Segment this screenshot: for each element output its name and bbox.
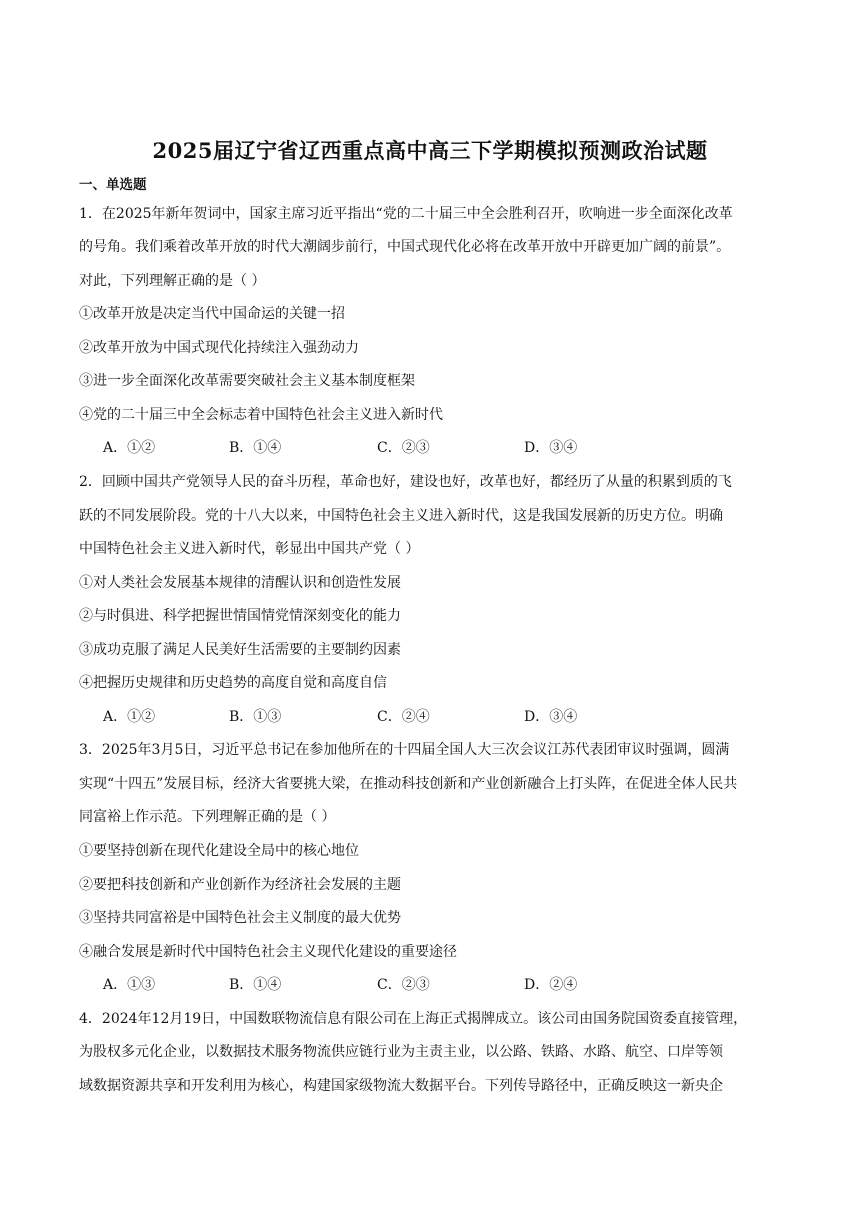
question-1-option-b: B．①④	[229, 440, 282, 456]
question-2-item-1: ①对人类社会发展基本规律的清醒认识和创造性发展	[79, 575, 401, 591]
section-heading: 一、单选题	[79, 177, 147, 193]
question-4-stem-line-3: 域数据资源共享和开发利用为核心，构建国家级物流大数据平台。下列传导路径中，正确反映这一新央企	[79, 1078, 723, 1094]
question-1-option-d: D．③④	[524, 440, 578, 456]
question-1-option-c: C．②③	[377, 440, 430, 456]
question-1-item-3: ③进一步全面深化改革需要突破社会主义基本制度框架	[79, 373, 415, 389]
question-3-item-3: ③坚持共同富裕是中国特色社会主义制度的最大优势	[79, 910, 401, 926]
question-1-options	[103, 438, 703, 458]
question-3-stem-line-3: 同富裕上作示范。下列理解正确的是（ ）	[79, 809, 336, 825]
question-3-item-2: ②要把科技创新和产业创新作为经济社会发展的主题	[79, 877, 401, 893]
question-1-option-a: A．①②	[103, 440, 156, 456]
question-2-item-2: ②与时俱进、科学把握世情国情党情深刻变化的能力	[79, 608, 401, 624]
question-1-item-2: ②改革开放为中国式现代化持续注入强劲动力	[79, 340, 359, 356]
question-2-option-a: A．①②	[103, 709, 156, 725]
question-2-stem-line-2: 跃的不同发展阶段。党的十八大以来，中国特色社会主义进入新时代，这是我国发展新的历史方位。明确	[79, 508, 723, 524]
question-2-option-b: B．①③	[229, 709, 282, 725]
question-3-option-b: B．①④	[229, 977, 282, 993]
question-1-stem-line-2: 的号角。我们乘着改革开放的时代大潮阔步前行，中国式现代化必将在改革开放中开辟更加广阔的前景”。	[79, 239, 731, 255]
question-2-item-4: ④把握历史规律和历史趋势的高度自觉和高度自信	[79, 675, 387, 691]
question-3-option-d: D．②④	[524, 977, 578, 993]
question-2-option-d: D．③④	[524, 709, 578, 725]
question-1-stem-line-1: 1．在2025年新年贺词中，国家主席习近平指出“党的二十届三中全会胜利召开，吹响进一步全面深化改革	[79, 206, 733, 222]
question-3-item-1: ①要坚持创新在现代化建设全局中的核心地位	[79, 843, 359, 859]
question-1-item-1: ①改革开放是决定当代中国命运的关键一招	[79, 306, 345, 322]
question-2-item-3: ③成功克服了满足人民美好生活需要的主要制约因素	[79, 642, 401, 658]
question-4-stem-line-1: 4．2024年12月19日，中国数联物流信息有限公司在上海正式揭牌成立。该公司由国务院国资委直接管理，	[79, 1011, 748, 1027]
question-2-stem-line-1: 2．回顾中国共产党领导人民的奋斗历程，革命也好，建设也好，改革也好，都经历了从量的积累到质的飞	[79, 474, 732, 490]
question-3-stem-line-2: 实现“十四五”发展目标，经济大省要挑大梁，在推动科技创新和产业创新融合上打头阵，在促进全体人民共	[79, 776, 738, 792]
question-2-options	[103, 707, 703, 727]
question-3-options	[103, 975, 703, 995]
question-1-stem-line-3: 对此，下列理解正确的是（ ）	[79, 273, 266, 289]
question-2-stem-line-3: 中国特色社会主义进入新时代，彰显出中国共产党（ ）	[79, 541, 420, 557]
question-3-option-a: A．①③	[103, 977, 156, 993]
question-3-stem-line-1: 3．2025年3月5日，习近平总书记在参加他所在的十四届全国人大三次会议江苏代表团审议时强调，圆满	[79, 742, 730, 758]
question-3-item-4: ④融合发展是新时代中国特色社会主义现代化建设的重要途径	[79, 944, 457, 960]
question-4-stem-line-2: 为股权多元化企业，以数据技术服务物流供应链行业为主责主业，以公路、铁路、水路、航空、口岸等领	[79, 1044, 723, 1060]
question-3-option-c: C．②③	[377, 977, 430, 993]
question-2-option-c: C．②④	[377, 709, 430, 725]
document-title: 2025届辽宁省辽西重点高中高三下学期模拟预测政治试题	[152, 138, 708, 163]
question-1-item-4: ④党的二十届三中全会标志着中国特色社会主义进入新时代	[79, 407, 443, 423]
